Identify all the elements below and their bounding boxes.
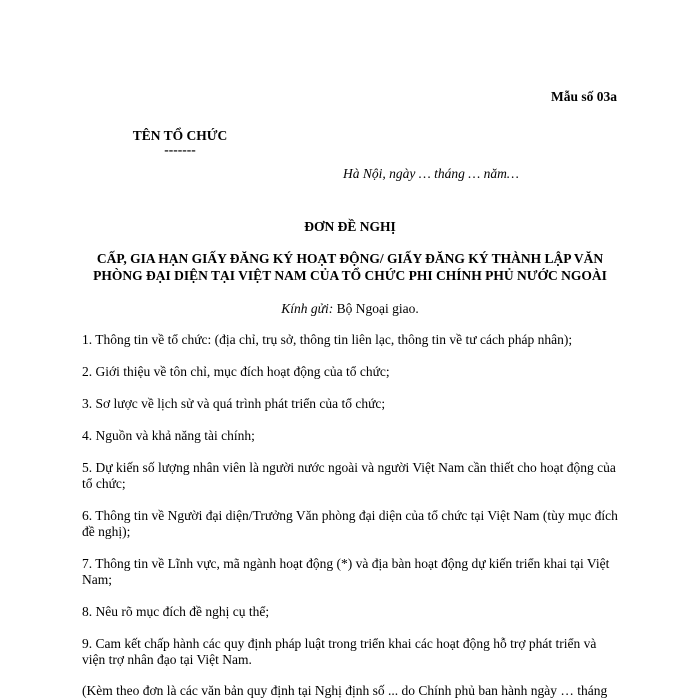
attachment-note: (Kèm theo đơn là các văn bản quy định tại Nghị định số ... do Chính phủ ban hành ngày … tháng (82, 683, 608, 698)
list-item: 5. Dự kiến số lượng nhân viên là người nước ngoài và người Việt Nam cần thiết cho hoạt động của tổ chức; (82, 460, 616, 491)
recipient-label: Kính gửi: (281, 301, 334, 316)
form-code: Mẫu số 03a (550, 89, 617, 104)
list-item: 7. Thông tin về Lĩnh vực, mã ngành hoạt động (*) và địa bàn hoạt động dự kiến triển khai tại Việt Nam; (82, 556, 610, 587)
list-item: 3. Sơ lược về lịch sử và quá trình phát triển của tổ chức; (82, 396, 386, 411)
list-item: 8. Nêu rõ mục đích đề nghị cụ thể; (82, 604, 270, 619)
recipient-line (0, 301, 700, 317)
list-item: 9. Cam kết chấp hành các quy định pháp luật trong triển khai các hoạt động hỗ trợ phát triển và viện trợ nhân đạo tại Việt Nam. (82, 636, 597, 667)
organization-header (120, 128, 240, 156)
recipient-value: Bộ Ngoại giao. (336, 301, 419, 316)
list-item: 2. Giới thiệu về tôn chỉ, mục đích hoạt động của tổ chức; (82, 364, 390, 379)
document-subtitle: CẤP, GIA HẠN GIẤY ĐĂNG KÝ HOẠT ĐỘNG/ GIẤY ĐĂNG KÝ THÀNH LẬP VĂN PHÒNG ĐẠI DIỆN TẠI VIỆT NAM CỦA TỔ CHỨC PHI CHÍNH PHỦ NƯỚC NGOÀI (93, 251, 607, 283)
content-list (82, 332, 622, 684)
list-item: 6. Thông tin về Người đại diện/Trưởng Văn phòng đại diện của tổ chức tại Việt Nam (tùy mục đích đề nghị); (82, 508, 618, 539)
list-item: 1. Thông tin về tổ chức: (địa chỉ, trụ sở, thông tin liên lạc, thông tin về tư cách pháp nhân); (82, 332, 573, 347)
list-item: 4. Nguồn và khả năng tài chính; (82, 428, 255, 443)
organization-name: TÊN TỔ CHỨC (132, 128, 228, 143)
document-title: ĐƠN ĐỀ NGHỊ (304, 219, 396, 234)
place-and-date: Hà Nội, ngày … tháng … năm… (343, 166, 519, 181)
organization-separator: ------- (164, 142, 196, 157)
